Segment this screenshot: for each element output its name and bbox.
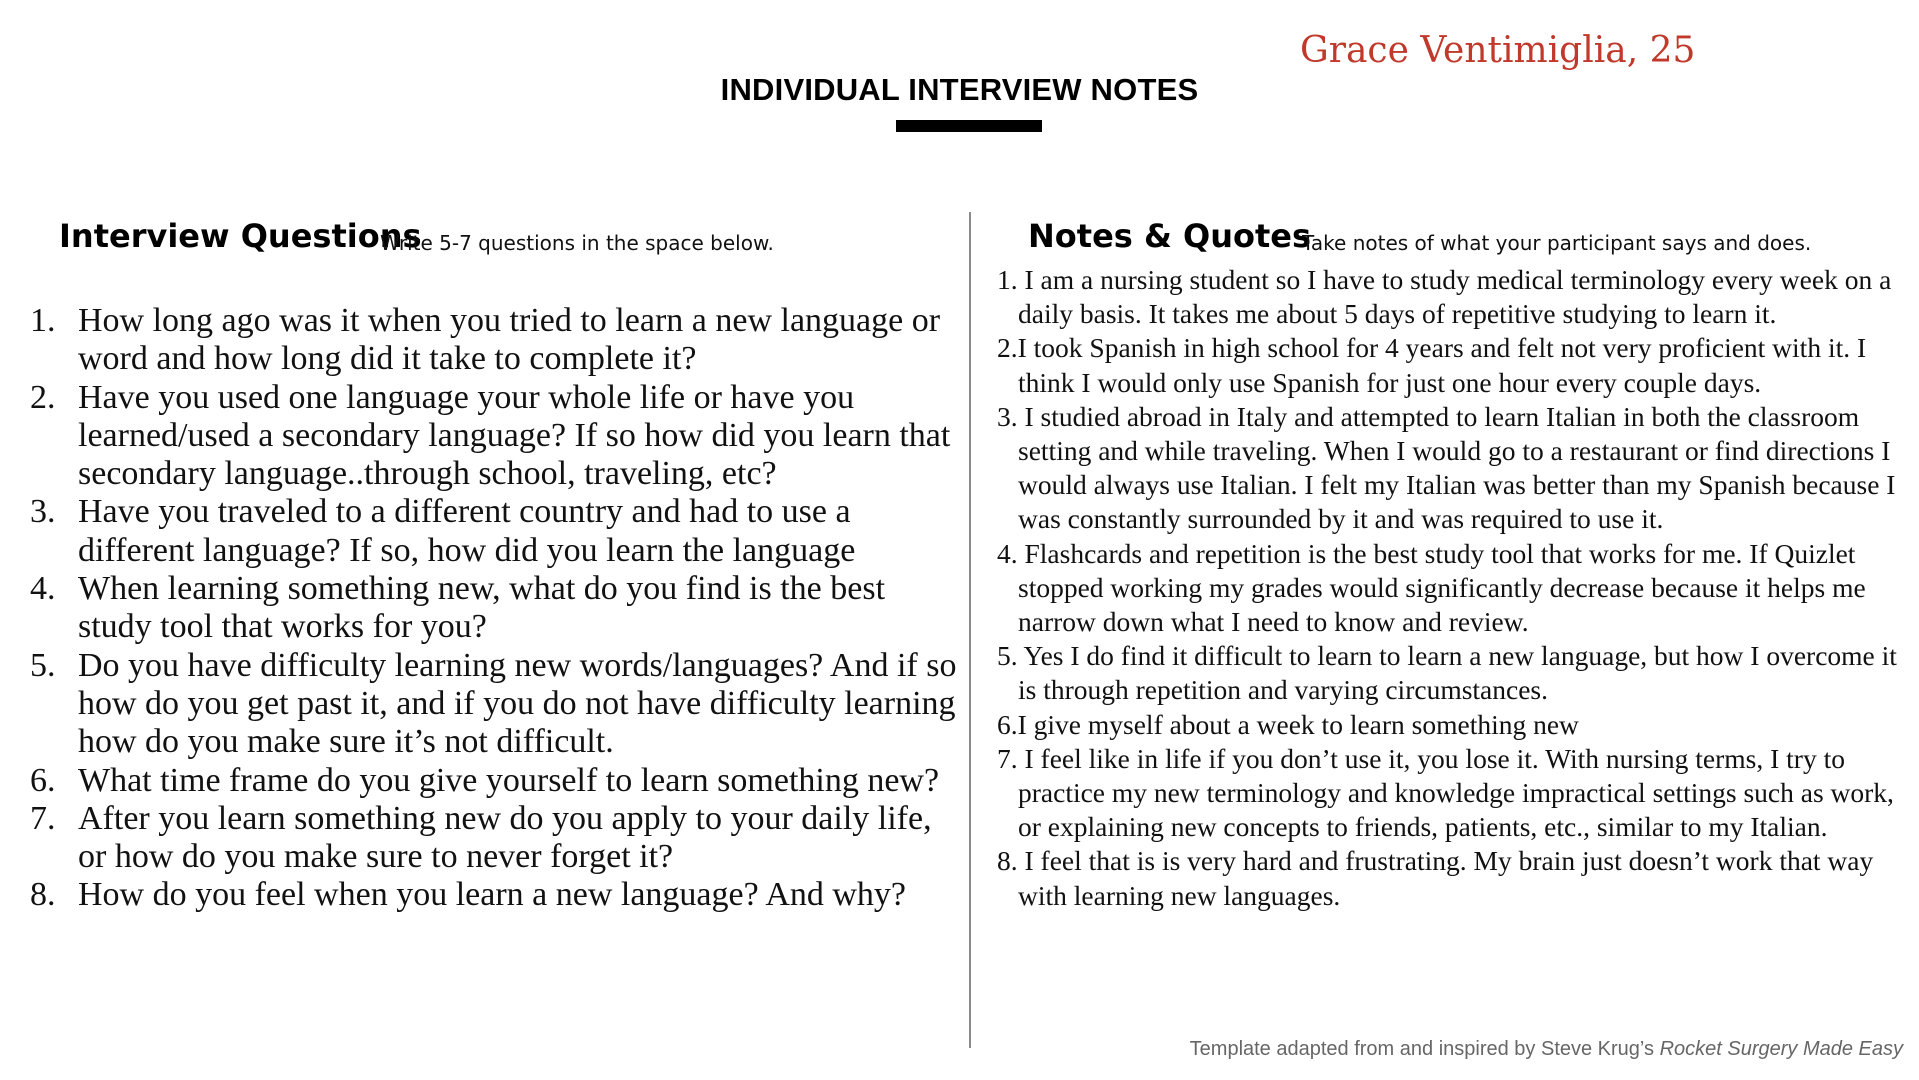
note-item: 4. Flashcards and repetition is the best study tool that works for me. If Quizlet stopped working my grades would significantly decrease because it helps me narrow down what I need to know and review. (997, 537, 1866, 638)
notes-list (997, 263, 1897, 913)
question-number: 8. (30, 876, 56, 914)
note-item: 5. Yes I do find it difficult to learn to learn a new language, but how I overcome it is through repetition and varying circumstances. (997, 640, 1897, 706)
note-item: 2.I took Spanish in high school for 4 years and felt not very proficient with it. I think I would only use Spanish for just one hour every couple days. (997, 332, 1867, 398)
notes-heading: Notes & Quotes (1028, 217, 1312, 255)
page-title: INDIVIDUAL INTERVIEW NOTES (720, 72, 1199, 107)
note-item: 6.I give myself about a week to learn something new (997, 708, 1579, 740)
question-item (30, 762, 960, 800)
question-text: Have you traveled to a different country and had to use a different language? If so, how did you learn the language (78, 493, 856, 569)
questions-list (30, 302, 960, 915)
note-item: 1. I am a nursing student so I have to study medical terminology every week on a daily basis. It takes me about 5 days of repetitive studying to learn it. (997, 264, 1892, 330)
footer-credit (1190, 1038, 1903, 1061)
question-item (30, 800, 960, 877)
column-divider (969, 212, 971, 1048)
questions-hint: Write 5-7 questions in the space below. (380, 231, 774, 255)
footer-credit-book: Rocket Surgery Made Easy (1659, 1038, 1903, 1060)
questions-heading: Interview Questions (59, 217, 422, 255)
question-number: 3. (30, 493, 56, 531)
note-item: 3. I studied abroad in Italy and attempted to learn Italian in both the classroom setting and while traveling. When I would go to a restaurant or find directions I would always use Italian. I felt my Italian was better than my Spanish because I was constantly surrounded by it and was required to use it. (997, 400, 1896, 535)
note-item: 8. I feel that is is very hard and frustrating. My brain just doesn’t work that way with learning new languages. (997, 845, 1874, 911)
question-text: What time frame do you give yourself to learn something new? (78, 761, 940, 799)
title-underline-bar (896, 120, 1042, 132)
question-item (30, 876, 960, 914)
question-item (30, 302, 960, 379)
note-item: 7. I feel like in life if you don’t use it, you lose it. With nursing terms, I try to practice my new terminology and knowledge impractical settings such as work, or explaining new concepts to friends, patients, etc., similar to my Italian. (997, 742, 1894, 843)
question-text: Do you have difficulty learning new words/languages? And if so how do you get past it, and if you do not have difficulty learning how do you make sure it’s not difficult. (78, 646, 957, 761)
question-number: 1. (30, 302, 56, 339)
question-text: How long ago was it when you tried to learn a new language or word and how long did it take to complete it? (78, 302, 941, 378)
question-item (30, 493, 960, 570)
question-text: Have you used one language your whole life or have you learned/used a secondary language? If so how did you learn that secondary language..through school, traveling, etc? (78, 378, 951, 493)
question-item (30, 570, 960, 647)
footer-credit-prefix: Template adapted from and inspired by Steve Krug’s (1189, 1038, 1660, 1060)
notes-hint: Take notes of what your participant says and does. (1302, 231, 1812, 255)
question-text: After you learn something new do you apply to your daily life, or how do you make sure to never forget it? (78, 799, 932, 876)
question-item (30, 379, 960, 494)
question-number: 2. (30, 378, 56, 416)
question-item (30, 647, 960, 762)
question-number: 7. (30, 799, 56, 837)
participant-name: Grace Ventimiglia, 25 (1300, 30, 1696, 71)
question-number: 6. (30, 761, 56, 799)
question-text: When learning something new, what do you find is the best study tool that works for you? (78, 570, 886, 646)
question-number: 4. (30, 570, 56, 608)
question-number: 5. (30, 646, 56, 684)
question-text: How do you feel when you learn a new language? And why? (78, 876, 907, 914)
